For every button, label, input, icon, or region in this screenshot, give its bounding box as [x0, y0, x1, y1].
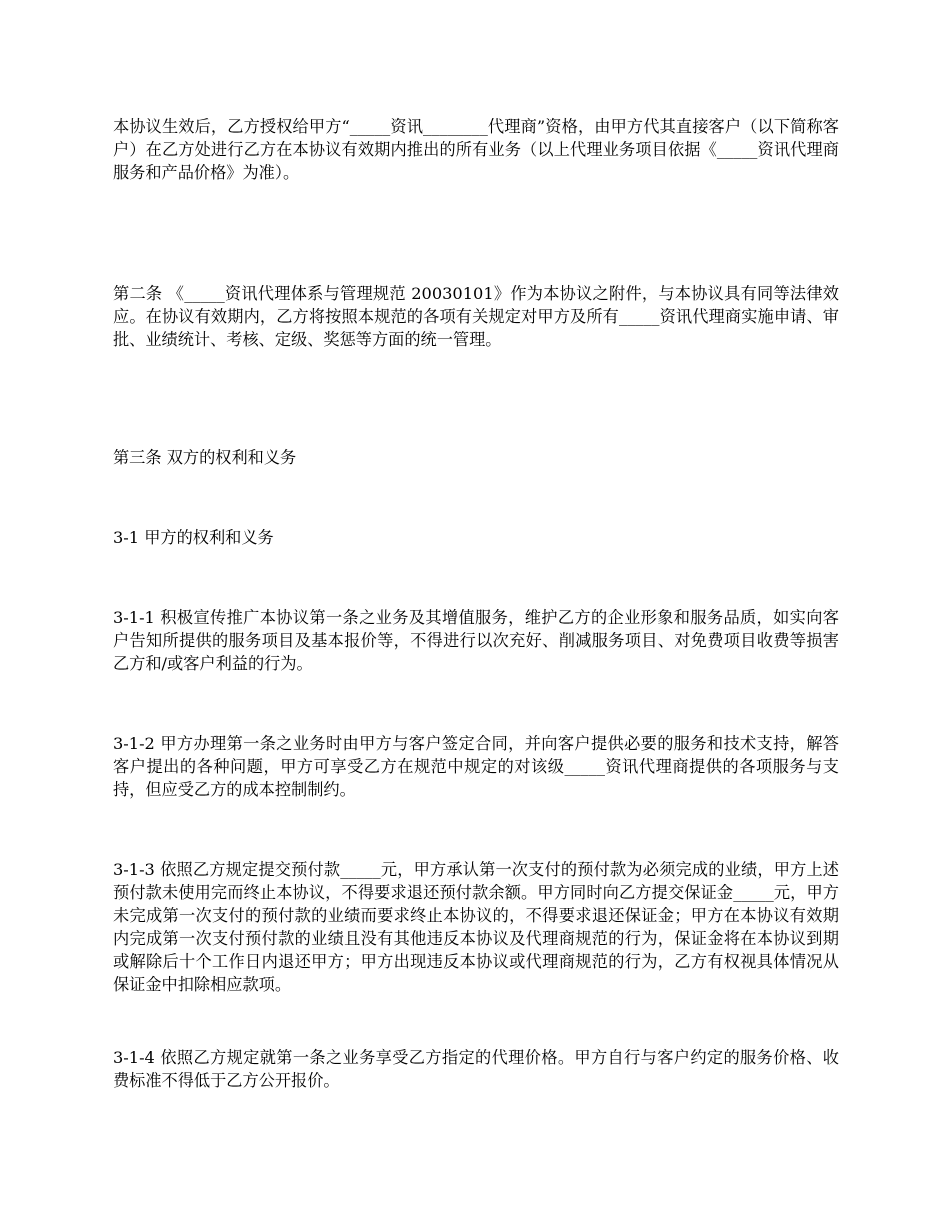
paragraph-3-1-4: 3-1-4 依照乙方规定就第一条之业务享受乙方指定的代理价格。甲方自行与客户约定的服务价格、收费标准不得低于乙方公开报价。	[113, 1048, 839, 1090]
heading-article-3: 第三条 双方的权利和义务	[113, 448, 297, 467]
paragraph-article-2: 第二条 《_____资讯代理体系与管理规范 20030101》作为本协议之附件，与本协议具有同等法律效应。在协议有效期内，乙方将按照本规范的各项有关规定对甲方及所有_____资讯代理商实施申请、审批、业绩统计、考核、定级、奖惩等方面的统一管理。	[113, 284, 839, 349]
paragraph-3-1-2: 3-1-2 甲方办理第一条之业务时由甲方与客户签定合同，并向客户提供必要的服务和技术支持，解答客户提出的各种问题，甲方可享受乙方在规范中规定的对该级_____资讯代理商提供的各项服务与支持，但应受乙方的成本控制制约。	[113, 734, 839, 799]
paragraph-3-1-1: 3-1-1 积极宣传推广本协议第一条之业务及其增值服务，维护乙方的企业形象和服务品质，如实向客户告知所提供的服务项目及基本报价等，不得进行以次充好、削减服务项目、对免费项目收费等损害乙方和/或客户利益的行为。	[113, 608, 839, 673]
paragraph-3-1-3: 3-1-3 依照乙方规定提交预付款_____元，甲方承认第一次支付的预付款为必须完成的业绩，甲方上述预付款未使用完而终止本协议，不得要求退还预付款余额。甲方同时向乙方提交保证金_____元，甲方未完成第一次支付的预付款的业绩而要求终止本协议的，不得要求退还保证金；甲方在本协议有效期内完成第一次支付预付款的业绩且没有其他违反本协议及代理商规范的行为，保证金将在本协议到期或解除后十个工作日内退还甲方；甲方出现违反本协议或代理商规范的行为，乙方有权视具体情况从保证金中扣除相应款项。	[113, 860, 839, 994]
paragraph-authorization: 本协议生效后，乙方授权给甲方“_____资讯________代理商”资格，由甲方代其直接客户（以下简称客户）在乙方处进行乙方在本协议有效期内推出的所有业务（以上代理业务项目依据《_____资讯代理商服务和产品价格》为准）。	[113, 117, 839, 182]
heading-section-3-1: 3-1 甲方的权利和义务	[113, 528, 274, 547]
